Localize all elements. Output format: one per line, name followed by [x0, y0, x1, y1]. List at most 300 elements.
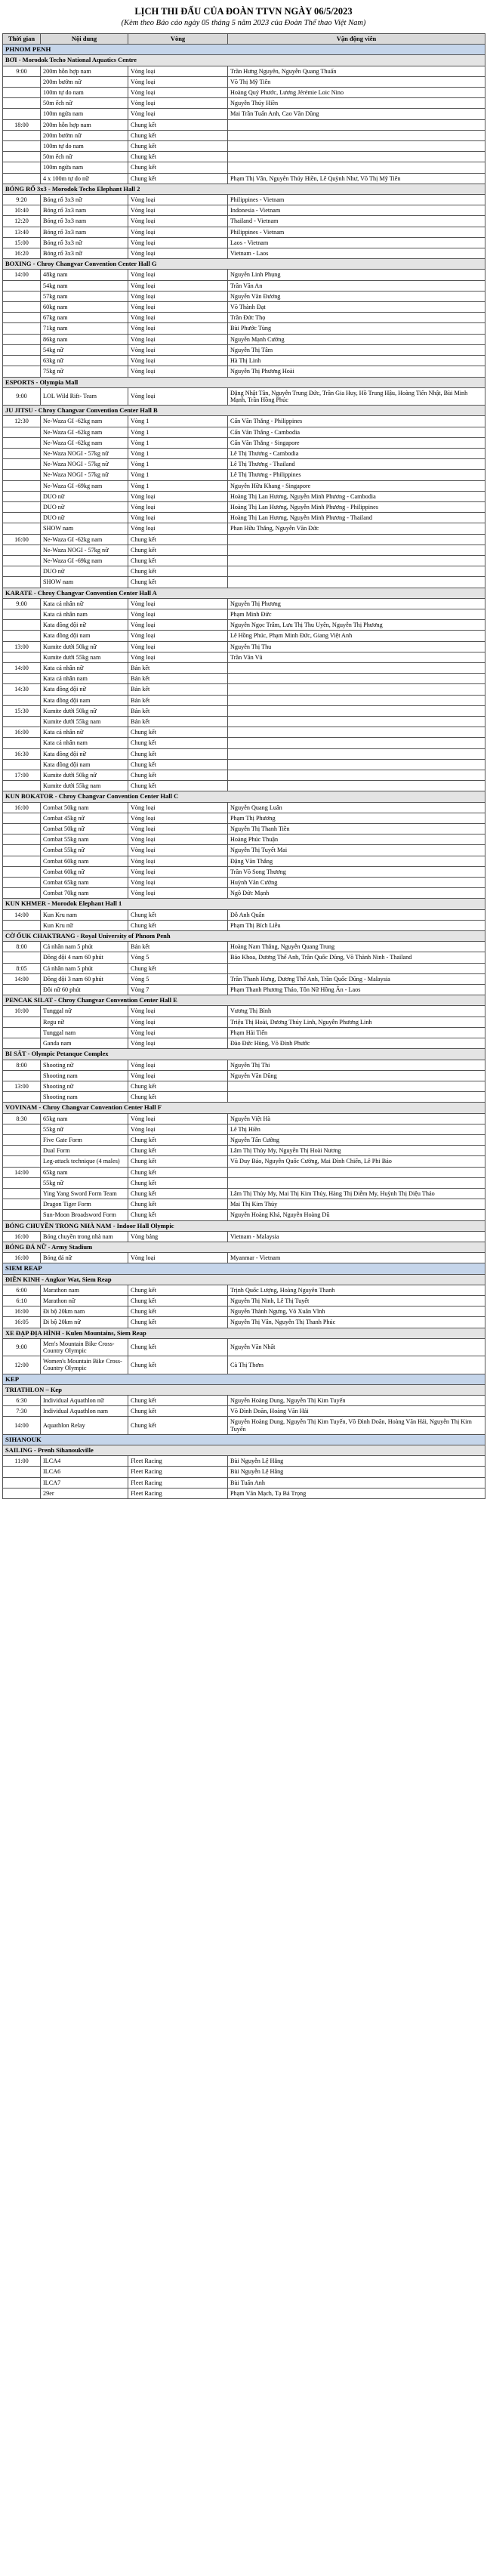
time-cell: 10:00 — [3, 1006, 41, 1017]
table-row — [3, 227, 485, 237]
athletes-cell: Bùi Nguyễn Lệ Hằng — [228, 1467, 485, 1477]
event-cell: Ne-Waza GI -69kg nam — [41, 480, 128, 491]
time-cell: 12:20 — [3, 216, 41, 227]
round-cell: Vòng loại — [128, 501, 228, 512]
time-cell — [3, 1467, 41, 1477]
time-cell — [3, 437, 41, 448]
table-row — [3, 205, 485, 216]
table-row — [3, 1231, 485, 1242]
table-row — [3, 76, 485, 87]
time-cell — [3, 1156, 41, 1167]
table-row — [3, 1124, 485, 1134]
time-cell: 11:00 — [3, 1456, 41, 1467]
round-cell: Vòng loại — [128, 835, 228, 845]
section-label: CỜ ỐUK CHAKTRANG - Royal University of Phnom Penh — [3, 931, 485, 942]
table-row — [3, 631, 485, 641]
section-label: SAILING - Prenh Sihanoukville — [3, 1445, 485, 1456]
table-row — [3, 545, 485, 555]
athletes-cell — [228, 738, 485, 748]
athletes-cell: Bảo Khoa, Dương Thế Anh, Trần Quốc Dũng, Võ Thành Ninh - Thailand — [228, 952, 485, 963]
athletes-cell: Cà Thị Thơm — [228, 1356, 485, 1374]
table-row — [3, 802, 485, 813]
schedule-table — [2, 33, 485, 1499]
event-cell: Kata đồng đội nam — [41, 695, 128, 705]
table-row — [3, 1027, 485, 1038]
round-cell: Chung kết — [128, 1338, 228, 1356]
round-cell: Vòng loại — [128, 1027, 228, 1038]
event-cell: Đồng đội 4 nam 60 phút — [41, 952, 128, 963]
athletes-cell: Đặng Nhật Tân, Nguyễn Trung Đức, Trần Gia Huy, Hồ Trung Hậu, Hoàng Tiến Nhật, Bùi Minh Mạnh, Trần Hồng Phúc — [228, 387, 485, 405]
time-cell — [3, 920, 41, 930]
time-cell: 18:00 — [3, 119, 41, 130]
event-cell: Shooting nam — [41, 1070, 128, 1081]
athletes-cell: Trần Thanh Hưng, Dương Thế Anh, Trần Quốc Dũng - Malaysia — [228, 973, 485, 984]
event-cell: Tunggal nam — [41, 1027, 128, 1038]
event-cell: Tunggal nữ — [41, 1006, 128, 1017]
time-cell — [3, 141, 41, 152]
table-row — [3, 130, 485, 140]
time-cell — [3, 566, 41, 577]
round-cell: Vòng loại — [128, 513, 228, 523]
time-cell — [3, 448, 41, 458]
round-cell: Vòng 1 — [128, 470, 228, 480]
time-cell: 17:00 — [3, 770, 41, 781]
table-row — [3, 1188, 485, 1199]
event-cell: Sun-Moon Broadsword Form — [41, 1210, 128, 1220]
athletes-cell: Phạm Thị Bích Liễu — [228, 920, 485, 930]
event-cell: Combat 50kg nam — [41, 802, 128, 813]
city-label: SIEM REAP — [3, 1263, 485, 1274]
event-cell: 100m ngửa nam — [41, 109, 128, 119]
round-cell: Vòng loại — [128, 109, 228, 119]
round-cell: Vòng 1 — [128, 437, 228, 448]
event-cell: 29er — [41, 1488, 128, 1498]
round-cell: Chung kết — [128, 173, 228, 184]
round-cell: Chung kết — [128, 781, 228, 791]
round-cell: Vòng loại — [128, 888, 228, 899]
section-label: KUN KHMER - Morodok Elephant Hall 1 — [3, 899, 485, 909]
athletes-cell: Hoàng Nam Thắng, Nguyễn Quang Trung — [228, 942, 485, 952]
round-cell: Vòng loại — [128, 1060, 228, 1070]
round-cell: Chung kết — [128, 162, 228, 173]
athletes-cell: Myanmar - Vietnam — [228, 1253, 485, 1263]
table-row — [3, 888, 485, 899]
table-row — [3, 909, 485, 920]
table-row — [3, 652, 485, 662]
header-athletes: Vận động viên — [228, 34, 485, 45]
event-cell: Combat 60kg nam — [41, 856, 128, 866]
time-cell — [3, 878, 41, 888]
event-cell: Combat 45kg nữ — [41, 813, 128, 823]
table-row — [3, 963, 485, 973]
round-cell: Chung kết — [128, 727, 228, 738]
city-label: PHNOM PENH — [3, 45, 485, 55]
athletes-cell — [228, 759, 485, 770]
round-cell: Vòng loại — [128, 387, 228, 405]
table-row — [3, 1285, 485, 1295]
event-cell: 60kg nam — [41, 302, 128, 313]
round-cell: Bán kết — [128, 705, 228, 716]
event-cell: 86kg nam — [41, 334, 128, 344]
section-label: BÓNG ĐÁ NỮ - Army Stadium — [3, 1242, 485, 1252]
time-cell — [3, 1134, 41, 1145]
time-cell — [3, 1477, 41, 1488]
table-row — [3, 620, 485, 631]
event-cell: LOL Wild Rift- Team — [41, 387, 128, 405]
event-cell: 48kg nam — [41, 270, 128, 280]
round-cell: Vòng loại — [128, 98, 228, 109]
table-row — [3, 770, 485, 781]
section-label: BÓNG CHUYỀN TRONG NHÀ NAM - Indoor Hall Olympic — [3, 1220, 485, 1231]
table-row — [3, 1396, 485, 1406]
round-cell: Vòng loại — [128, 641, 228, 652]
round-cell: Chung kết — [128, 1417, 228, 1434]
round-cell: Vòng loại — [128, 216, 228, 227]
athletes-cell — [228, 674, 485, 684]
table-row — [3, 416, 485, 427]
athletes-cell — [228, 1092, 485, 1103]
table-row — [3, 1210, 485, 1220]
round-cell: Vòng loại — [128, 237, 228, 248]
event-cell: Bóng rổ 3x3 nam — [41, 205, 128, 216]
round-cell: Chung kết — [128, 1146, 228, 1156]
athletes-cell: Nguyễn Thị Phương — [228, 598, 485, 609]
athletes-cell: Lê Thị Thương - Philippines — [228, 470, 485, 480]
round-cell: Vòng loại — [128, 1253, 228, 1263]
athletes-cell — [228, 141, 485, 152]
round-cell: Vòng loại — [128, 620, 228, 631]
event-cell: Bóng rổ 3x3 nam — [41, 227, 128, 237]
time-cell: 9:00 — [3, 1338, 41, 1356]
event-cell: Bóng rổ 3x3 nam — [41, 216, 128, 227]
table-row — [3, 470, 485, 480]
table-row — [3, 1488, 485, 1498]
round-cell: Vòng bảng — [128, 1231, 228, 1242]
event-cell: Combat 55kg nam — [41, 835, 128, 845]
round-cell: Vòng loại — [128, 1113, 228, 1124]
athletes-cell — [228, 770, 485, 781]
round-cell: Vòng loại — [128, 652, 228, 662]
time-cell: 14:00 — [3, 973, 41, 984]
round-cell: Chung kết — [128, 1081, 228, 1091]
time-cell: 15:00 — [3, 237, 41, 248]
table-row — [3, 952, 485, 963]
athletes-cell: Nguyễn Tấn Cường — [228, 1134, 485, 1145]
round-cell: Chung kết — [128, 566, 228, 577]
event-cell: 200m bướm nữ — [41, 130, 128, 140]
athletes-cell: Nguyễn Quang Luân — [228, 802, 485, 813]
time-cell — [3, 555, 41, 566]
athletes-cell: Nguyễn Thị Thu — [228, 641, 485, 652]
table-row — [3, 291, 485, 301]
round-cell: Chung kết — [128, 545, 228, 555]
event-cell: Ne-Waza GI -62kg nam — [41, 427, 128, 437]
round-cell: Vòng 1 — [128, 448, 228, 458]
section-row — [3, 899, 485, 909]
athletes-cell: Triệu Thị Hoài, Dương Thúy Linh, Nguyễn Phương Linh — [228, 1017, 485, 1027]
event-cell: DUO nữ — [41, 491, 128, 501]
table-row — [3, 356, 485, 366]
table-row — [3, 1156, 485, 1167]
event-cell: ILCA6 — [41, 1467, 128, 1477]
time-cell — [3, 459, 41, 470]
time-cell — [3, 302, 41, 313]
round-cell: Chung kết — [128, 1199, 228, 1210]
table-row — [3, 577, 485, 588]
table-row — [3, 1177, 485, 1188]
athletes-cell — [228, 1081, 485, 1091]
time-cell: 6:00 — [3, 1285, 41, 1295]
round-cell: Chung kết — [128, 577, 228, 588]
time-cell — [3, 781, 41, 791]
event-cell: Kumite dưới 50kg nữ — [41, 705, 128, 716]
time-cell: 14:00 — [3, 662, 41, 673]
round-cell: Chung kết — [128, 963, 228, 973]
athletes-cell — [228, 705, 485, 716]
section-row — [3, 377, 485, 387]
round-cell: Vòng loại — [128, 76, 228, 87]
round-cell: Vòng loại — [128, 1006, 228, 1017]
round-cell: Vòng loại — [128, 356, 228, 366]
athletes-cell: Lê Hồng Phúc, Phạm Minh Đức, Giang Việt Anh — [228, 631, 485, 641]
round-cell: Fleet Racing — [128, 1467, 228, 1477]
athletes-cell: Trần Hưng Nguyên, Nguyễn Quang Thuấn — [228, 66, 485, 76]
table-row — [3, 88, 485, 98]
round-cell: Vòng loại — [128, 1038, 228, 1049]
round-cell: Chung kết — [128, 1156, 228, 1167]
event-cell: Dual Form — [41, 1146, 128, 1156]
athletes-cell — [228, 555, 485, 566]
event-cell: ILCA4 — [41, 1456, 128, 1467]
athletes-cell: Hoàng Thị Lan Hương, Nguyễn Minh Phương - Thailand — [228, 513, 485, 523]
table-row — [3, 845, 485, 856]
event-cell: Five Gate Form — [41, 1134, 128, 1145]
time-cell: 16:20 — [3, 248, 41, 259]
round-cell: Chung kết — [128, 1285, 228, 1295]
round-cell: Vòng 1 — [128, 427, 228, 437]
time-cell: 6:10 — [3, 1295, 41, 1306]
table-row — [3, 695, 485, 705]
event-cell: ILCA7 — [41, 1477, 128, 1488]
round-cell: Vòng loại — [128, 366, 228, 377]
round-cell: Chung kết — [128, 1177, 228, 1188]
round-cell: Chung kết — [128, 534, 228, 545]
athletes-cell — [228, 662, 485, 673]
header-time: Thời gian — [3, 34, 41, 45]
time-cell: 9:00 — [3, 598, 41, 609]
athletes-cell: Nguyễn Văn Dũng — [228, 1070, 485, 1081]
athletes-cell: Hoàng Phúc Thuận — [228, 835, 485, 845]
event-cell: 100m tự do nam — [41, 141, 128, 152]
event-cell: Marathon nữ — [41, 1295, 128, 1306]
table-row — [3, 813, 485, 823]
time-cell — [3, 888, 41, 899]
time-cell: 16:00 — [3, 534, 41, 545]
event-cell: 200m bướm nữ — [41, 76, 128, 87]
table-row — [3, 641, 485, 652]
event-cell: 100m tự do nam — [41, 88, 128, 98]
round-cell: Vòng loại — [128, 824, 228, 835]
table-row — [3, 856, 485, 866]
time-cell — [3, 291, 41, 301]
table-header — [3, 34, 485, 45]
time-cell: 7:30 — [3, 1406, 41, 1417]
event-cell: Kun Kru nam — [41, 909, 128, 920]
time-cell: 8:00 — [3, 942, 41, 952]
table-row — [3, 1081, 485, 1091]
time-cell — [3, 109, 41, 119]
event-cell: Ne-Waza NOGI - 57kg nữ — [41, 470, 128, 480]
table-row — [3, 216, 485, 227]
round-cell: Chung kết — [128, 1188, 228, 1199]
table-row — [3, 98, 485, 109]
athletes-cell: Nguyễn Thị Vân, Nguyễn Thị Thanh Phúc — [228, 1317, 485, 1328]
athletes-cell — [228, 545, 485, 555]
time-cell — [3, 1210, 41, 1220]
event-cell: 67kg nam — [41, 313, 128, 323]
round-cell: Vòng loại — [128, 491, 228, 501]
time-cell — [3, 545, 41, 555]
time-cell — [3, 344, 41, 355]
round-cell: Vòng loại — [128, 205, 228, 216]
round-cell: Fleet Racing — [128, 1488, 228, 1498]
event-cell: Đi bộ 20km nữ — [41, 1317, 128, 1328]
athletes-cell: Nguyễn Văn Đương — [228, 291, 485, 301]
event-cell: Combat 50kg nữ — [41, 824, 128, 835]
time-cell: 15:30 — [3, 705, 41, 716]
table-row — [3, 119, 485, 130]
athletes-cell: Phạm Văn Mạch, Tạ Bá Trọng — [228, 1488, 485, 1498]
event-cell: 50m ếch nữ — [41, 152, 128, 162]
time-cell — [3, 609, 41, 619]
table-row — [3, 280, 485, 291]
round-cell: Fleet Racing — [128, 1477, 228, 1488]
event-cell: Individual Aquathlon nam — [41, 1406, 128, 1417]
athletes-cell: Philippines - Vietnam — [228, 227, 485, 237]
round-cell: Vòng loại — [128, 1124, 228, 1134]
round-cell: Chung kết — [128, 770, 228, 781]
round-cell: Vòng loại — [128, 1017, 228, 1027]
athletes-cell: Bùi Tuấn Anh — [228, 1477, 485, 1488]
table-row — [3, 759, 485, 770]
round-cell: Vòng loại — [128, 302, 228, 313]
athletes-cell — [228, 781, 485, 791]
time-cell — [3, 1188, 41, 1199]
table-row — [3, 1417, 485, 1434]
round-cell: Chung kết — [128, 1295, 228, 1306]
round-cell: Fleet Racing — [128, 1456, 228, 1467]
table-row — [3, 835, 485, 845]
event-cell: DUO nữ — [41, 501, 128, 512]
athletes-cell: Cấn Văn Thắng - Philippines — [228, 416, 485, 427]
event-cell: Kata đồng đội nữ — [41, 620, 128, 631]
round-cell: Vòng loại — [128, 866, 228, 877]
section-row — [3, 259, 485, 270]
athletes-cell: Hoàng Quý Phước, Lương Jérémie Loic Nino — [228, 88, 485, 98]
round-cell: Chung kết — [128, 130, 228, 140]
athletes-cell: Trần Đức Thọ — [228, 313, 485, 323]
table-row — [3, 173, 485, 184]
athletes-cell: Nguyễn Thị Thi — [228, 1060, 485, 1070]
table-body — [3, 45, 485, 1499]
athletes-cell — [228, 119, 485, 130]
time-cell — [3, 652, 41, 662]
time-cell — [3, 323, 41, 334]
section-label: ĐIỀN KINH - Angkor Wat, Siem Reap — [3, 1274, 485, 1285]
round-cell: Vòng 5 — [128, 952, 228, 963]
event-cell: Đi bộ 20km nam — [41, 1307, 128, 1317]
event-cell: Ne-Waza GI -69kg nam — [41, 555, 128, 566]
athletes-cell: Nguyễn Thành Ngưng, Võ Xuân Vĩnh — [228, 1307, 485, 1317]
time-cell — [3, 280, 41, 291]
athletes-cell: Indonesia - Vietnam — [228, 205, 485, 216]
section-row — [3, 406, 485, 416]
time-cell — [3, 813, 41, 823]
event-cell: Bóng rổ 3x3 nữ — [41, 237, 128, 248]
round-cell: Bán kết — [128, 942, 228, 952]
table-row — [3, 609, 485, 619]
table-row — [3, 195, 485, 205]
table-row — [3, 270, 485, 280]
athletes-cell: Mai Thị Kim Thủy — [228, 1199, 485, 1210]
athletes-cell — [228, 1167, 485, 1177]
time-cell: 14:00 — [3, 1417, 41, 1434]
athletes-cell: Lê Thị Thương - Thailand — [228, 459, 485, 470]
event-cell: Ne-Waza GI -62kg nam — [41, 416, 128, 427]
table-row — [3, 437, 485, 448]
event-cell: Regu nữ — [41, 1017, 128, 1027]
time-cell: 8:05 — [3, 963, 41, 973]
table-row — [3, 534, 485, 545]
table-row — [3, 109, 485, 119]
time-cell: 13:00 — [3, 1081, 41, 1091]
event-cell: Ne-Waza GI -62kg nam — [41, 437, 128, 448]
table-row — [3, 727, 485, 738]
table-row — [3, 1199, 485, 1210]
section-row — [3, 588, 485, 598]
event-cell: Kata cá nhân nam — [41, 609, 128, 619]
header-event: Nội dung — [41, 34, 128, 45]
time-cell: 14:00 — [3, 270, 41, 280]
round-cell: Bán kết — [128, 674, 228, 684]
athletes-cell: Vietnam - Laos — [228, 248, 485, 259]
event-cell: Đồng đội 3 nam 60 phút — [41, 973, 128, 984]
table-row — [3, 1017, 485, 1027]
table-row — [3, 1406, 485, 1417]
athletes-cell — [228, 577, 485, 588]
athletes-cell: Phạm Thanh Phương Thảo, Tôn Nữ Hồng Ân - Laos — [228, 985, 485, 995]
athletes-cell: Nguyễn Mạnh Cường — [228, 334, 485, 344]
table-row — [3, 1146, 485, 1156]
time-cell: 13:40 — [3, 227, 41, 237]
time-cell — [3, 173, 41, 184]
athletes-cell: Đỗ Anh Quân — [228, 909, 485, 920]
time-cell — [3, 427, 41, 437]
athletes-cell: Mai Trần Tuấn Anh, Cao Văn Dũng — [228, 109, 485, 119]
athletes-cell: Ngô Đức Mạnh — [228, 888, 485, 899]
event-cell: Kata đồng đội nam — [41, 631, 128, 641]
athletes-cell: Lê Thị Thương - Cambodia — [228, 448, 485, 458]
table-row — [3, 598, 485, 609]
section-row — [3, 1242, 485, 1252]
table-row — [3, 973, 485, 984]
page-title: LỊCH THI ĐẤU CỦA ĐOÀN TTVN NGÀY 06/5/2023 — [134, 6, 353, 17]
round-cell: Chung kết — [128, 1317, 228, 1328]
athletes-cell: Philippines - Vietnam — [228, 195, 485, 205]
athletes-cell: Nguyễn Thị Tâm — [228, 344, 485, 355]
header-round: Vòng — [128, 34, 228, 45]
event-cell: DUO nữ — [41, 566, 128, 577]
